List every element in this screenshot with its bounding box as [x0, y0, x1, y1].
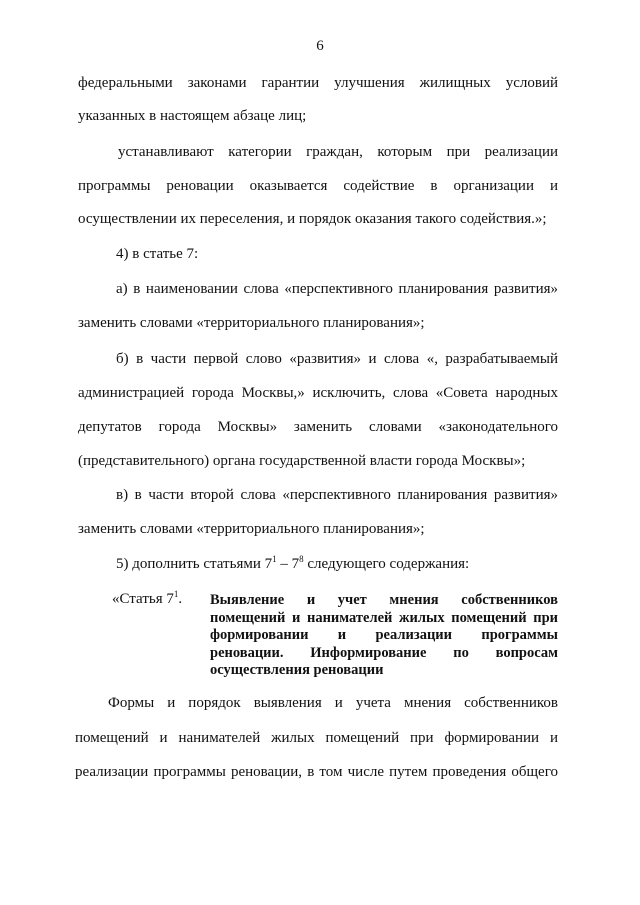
page-number: 6 [316, 38, 324, 54]
article-title-line: помещений и нанимателей жилых помещений при [210, 609, 558, 626]
text-line: администрацией города Москвы,» исключить, слова «Совета народных [78, 385, 558, 401]
text-line: депутатов города Москвы» заменить словами «законодательного [78, 419, 558, 435]
article-label [112, 590, 182, 608]
text-line: заменить словами «территориального планирования»; [78, 315, 425, 331]
article-title-line: реновации. Информирование по вопросам [210, 644, 558, 661]
text-line: указанных в настоящем абзаце лиц; [78, 108, 307, 124]
text-line: помещений и нанимателей жилых помещений при формировании и [75, 730, 558, 746]
text-fragment: «Статья 7 [112, 591, 174, 607]
text-line: а) в наименовании слова «перспективного планирования развития» [116, 281, 558, 297]
article-title-line: формировании и реализации программы [210, 627, 558, 643]
article-title-line: Выявление и учет мнения собственников [210, 592, 558, 608]
superscript: 8 [299, 554, 304, 564]
superscript: 1 [173, 589, 179, 599]
article-title [210, 592, 558, 680]
text-line: федеральными законами гарантии улучшения жилищных условий [78, 75, 558, 91]
text-line: Формы и порядок выявления и учета мнения собственников [108, 695, 558, 711]
text-line: устанавливают категории граждан, которым при реализации [118, 144, 558, 160]
text-line: осуществлении их переселения, и порядок оказания такого содействия.»; [78, 211, 547, 227]
text-line: в) в части второй слова «перспективного планирования развития» [116, 487, 558, 503]
text-line: б) в части первой слово «развития» и слова «, разрабатываемый [116, 351, 558, 367]
text-line: программы реновации оказывается содействие в организации и [78, 178, 558, 194]
superscript: 1 [272, 554, 277, 564]
text-fragment: следующего содержания: [303, 556, 470, 572]
text-line: реализации программы реновации, в том числе путем проведения общего [75, 764, 558, 780]
text-fragment: – 7 [276, 556, 300, 572]
list-item-4: 4) в статье 7: [116, 246, 199, 262]
text-fragment: . [178, 591, 183, 607]
list-item-5 [116, 555, 469, 573]
text-line: (представительного) органа государственной власти города Москвы»; [78, 453, 526, 469]
text-fragment: 5) дополнить статьями 7 [116, 556, 273, 572]
text-line: заменить словами «территориального планирования»; [78, 521, 425, 537]
article-title-line: осуществления реновации [210, 662, 384, 678]
